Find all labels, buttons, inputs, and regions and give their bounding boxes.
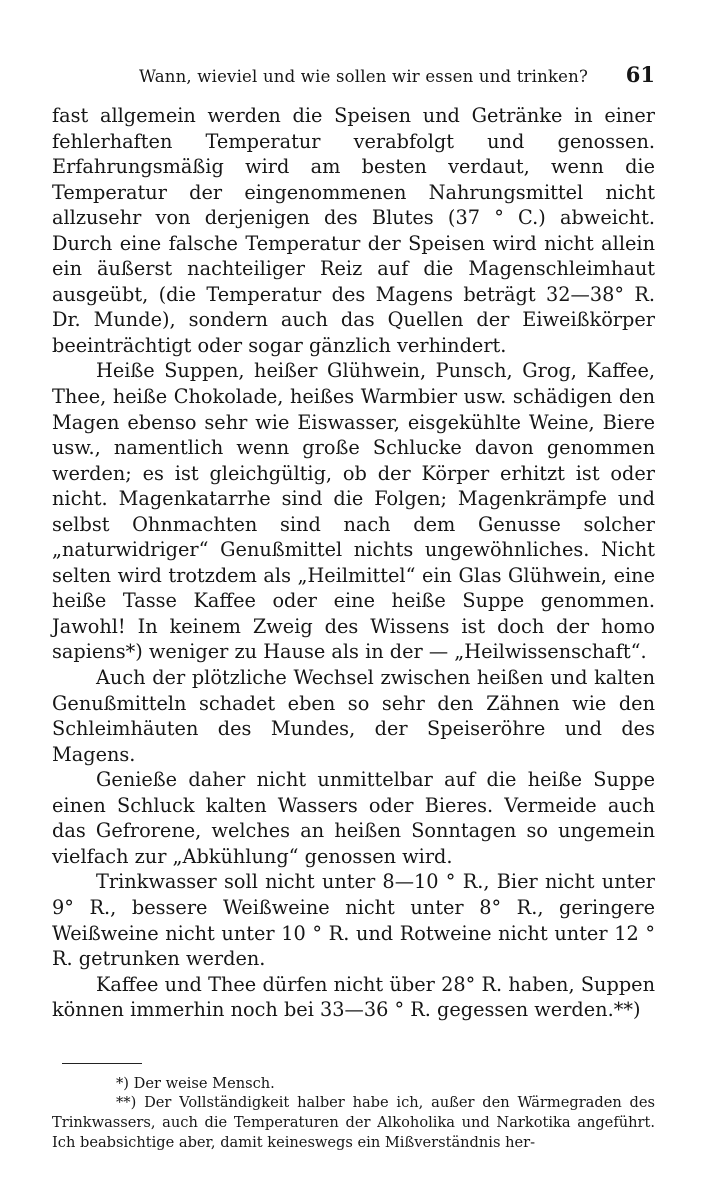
running-title: Wann, wieviel und wie sollen wir essen und trinken? [138,67,588,86]
paragraph: Genieße daher nicht unmittelbar auf die heiße Suppe einen Schluck kalten Wassers oder Bieres. Vermeide auch das Gefrorene, welches an heißen Sonntagen so ungemein vielfach zur „Abkühlung“ genossen wird. [52,768,655,868]
page-number: 61 [625,62,655,87]
paragraph: Kaffee und Thee dürfen nicht über 28° R. haben, Suppen können immerhin noch bei 33—36 ° R. gegessen werden.**) [52,972,655,1022]
footnotes [52,1074,655,1153]
footnote: **) Der Vollständigkeit halber habe ich, außer den Wärmegraden des Trinkwassers, auch die Temperaturen der Alkoholika und Narkotika angeführt. Ich beabsichtige aber, damit keineswegs ein Mißverständnis her- [52,1094,655,1152]
paragraph: Trinkwasser soll nicht unter 8—10 ° R., Bier nicht unter 9° R., bessere Weißweine nicht unter 8° R., geringere Weißweine nicht unter 10 ° R. und Rotweine nicht unter 12 ° R. getrunken werden. [52,870,655,971]
footnote: *) Der weise Mensch. [116,1074,275,1092]
body-text [52,103,655,1023]
paragraph: Heiße Suppen, heißer Glühwein, Punsch, Grog, Kaffee, Thee, heiße Chokolade, heißes Warmbier usw. schädigen den Magen ebenso sehr wie Eiswasser, eisgekühlte Weine, Biere usw., namentlich wenn große Schlucke davon genommen werden; es ist gleichgültig, ob der Körper erhitzt ist oder nicht. Magenkatarrhe sind die Folgen; Magenkrämpfe und selbst Ohnmachten sind nach dem Genusse solcher „naturwidriger“ Genußmittel nichts ungewöhnliches. Nicht selten wird trotzdem als „Heilmittel“ ein Glas Glühwein, eine heiße Tasse Kaffee oder eine heiße Suppe genommen. Jawohl! In keinem Zweig des Wissens ist doch der homo sapiens*) weniger zu Hause als in der — „Heilwissenschaft“. [52,359,655,664]
paragraph: Auch der plötzliche Wechsel zwischen heißen und kalten Genußmitteln schadet eben so sehr den Zähnen wie den Schleimhäuten des Mundes, der Speiseröhre und des Magens. [52,666,655,766]
page-header [52,62,655,102]
footnote-divider [62,1063,142,1064]
paragraph: fast allgemein werden die Speisen und Getränke in einer fehlerhaften Temperatur verabfolgt und genossen. Erfahrungsmäßig wird am besten verdaut, wenn die Temperatur der eingenommenen Nahrungsmittel nicht allzusehr von derjenigen des Blutes (37 ° C.) abweicht. Durch eine falsche Temperatur der Speisen wird nicht allein ein äußerst nachteiliger Reiz auf die Magenschleimhaut ausgeübt, (die Temperatur des Magens beträgt 32—38° R. Dr. Munde), sondern auch das Quellen der Eiweißkörper beeinträchtigt oder sogar gänzlich verhindert. [52,104,655,357]
